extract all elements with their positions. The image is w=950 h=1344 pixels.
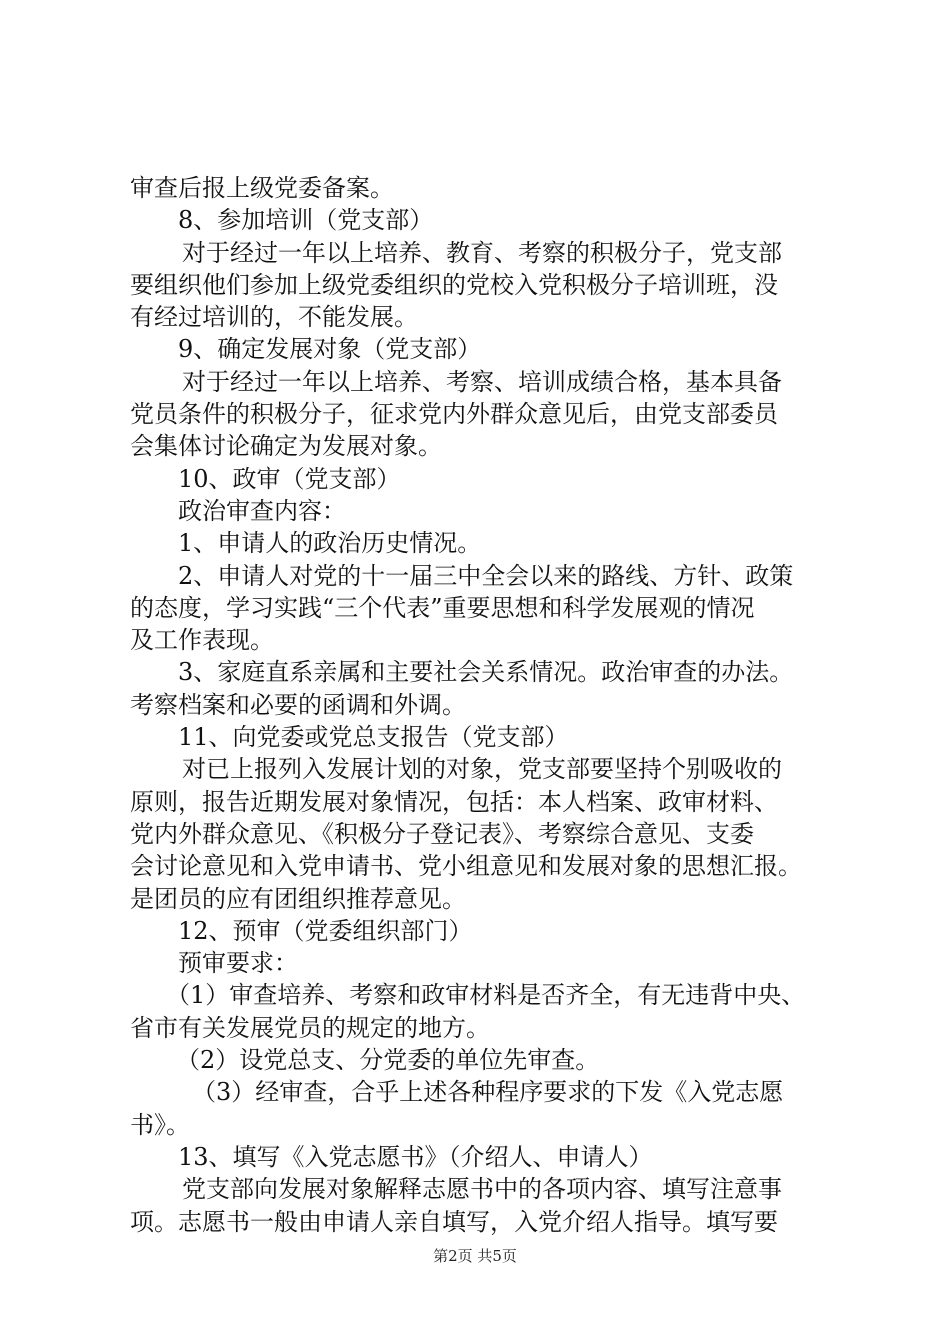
text-line: 审查后报上级党委备案。 bbox=[130, 174, 394, 202]
text-line: 书》。 bbox=[130, 1110, 190, 1139]
text-line: 考察档案和必要的函调和外调。 bbox=[130, 690, 466, 719]
text-line: 项。志愿书一般由申请人亲自填写，入党介绍人指导。填写要 bbox=[130, 1207, 778, 1236]
document-body bbox=[130, 172, 830, 1238]
list-item: 2、申请人对党的十一届三中全会以来的路线、方针、政策 bbox=[178, 561, 794, 590]
text-line: 政治审查内容： bbox=[178, 496, 346, 525]
text-line: 对于经过一年以上培养、考察、培训成绩合格，基本具备 bbox=[182, 367, 782, 396]
text-line: 是团员的应有团组织推荐意见。 bbox=[130, 884, 466, 913]
text-line: 要组织他们参加上级党委组织的党校入党积极分子培训班，没 bbox=[130, 270, 778, 299]
list-item: 1、申请人的政治历史情况。 bbox=[178, 529, 482, 558]
text-line: 有经过培训的，不能发展。 bbox=[130, 303, 418, 332]
page-footer: 第2页 共5页 bbox=[433, 1247, 517, 1265]
text-line: 会集体讨论确定为发展对象。 bbox=[130, 432, 442, 461]
list-item: （1）审查培养、考察和政审材料是否齐全，有无违背中央、 bbox=[166, 981, 806, 1010]
text-line: 会讨论意见和入党申请书、党小组意见和发展对象的思想汇报。 bbox=[130, 852, 802, 881]
list-item: （3）经审查，合乎上述各种程序要求的下发《入党志愿 bbox=[192, 1078, 784, 1107]
section-heading-11: 11、向党委或党总支报告（党支部） bbox=[178, 723, 569, 752]
section-heading-12: 12、预审（党委组织部门） bbox=[178, 916, 473, 945]
text-line: 省市有关发展党员的规定的地方。 bbox=[130, 1013, 490, 1042]
text-line: 原则，报告近期发展对象情况，包括：本人档案、政审材料、 bbox=[130, 787, 778, 816]
section-heading-9: 9、确定发展对象（党支部） bbox=[178, 335, 482, 364]
text-line: 预审要求： bbox=[178, 949, 298, 978]
text-line: 对已上报列入发展计划的对象，党支部要坚持个别吸收的 bbox=[182, 755, 782, 784]
text-line: 及工作表现。 bbox=[130, 626, 274, 655]
list-item: 3、家庭直系亲属和主要社会关系情况。政治审查的办法。 bbox=[178, 658, 794, 687]
section-heading-10: 10、政审（党支部） bbox=[178, 464, 401, 493]
text-line: 的态度，学习实践“三个代表”重要思想和科学发展观的情况 bbox=[130, 593, 755, 622]
section-heading-13: 13、填写《入党志愿书》（介绍人、申请人） bbox=[178, 1142, 653, 1171]
text-line: 党员条件的积极分子，征求党内外群众意见后，由党支部委员 bbox=[130, 400, 778, 429]
text-line: 对于经过一年以上培养、教育、考察的积极分子，党支部 bbox=[182, 238, 782, 267]
section-heading-8: 8、参加培训（党支部） bbox=[178, 206, 434, 235]
text-line: 党支部向发展对象解释志愿书中的各项内容、填写注意事 bbox=[182, 1175, 782, 1204]
list-item: （2）设党总支、分党委的单位先审查。 bbox=[176, 1046, 600, 1075]
text-line: 党内外群众意见、《积极分子登记表》、考察综合意见、支委 bbox=[130, 819, 754, 848]
